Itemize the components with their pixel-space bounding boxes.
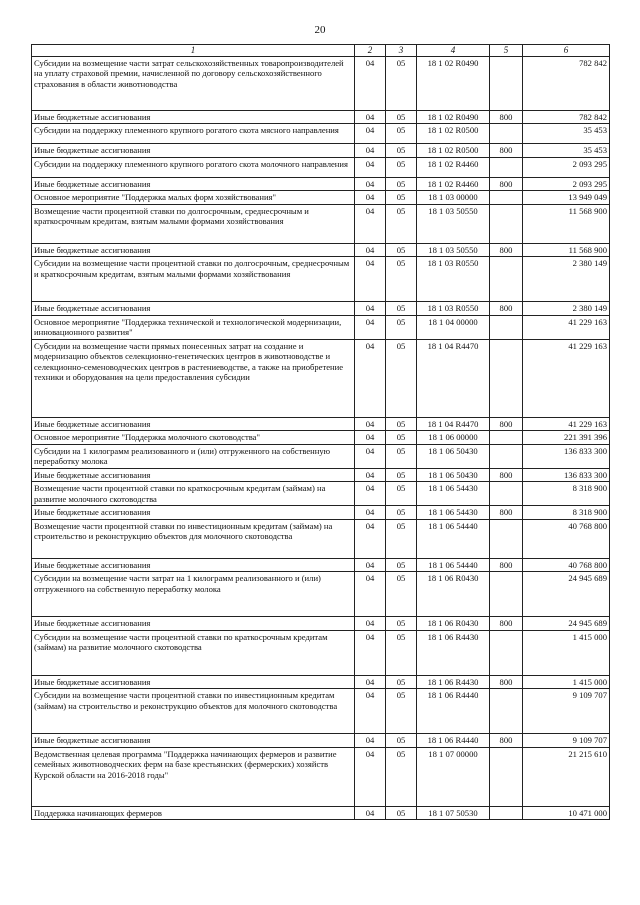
- section-cell: 04: [355, 734, 386, 747]
- amount-cell: 41 229 163: [523, 417, 610, 430]
- expense-type-cell: [490, 56, 523, 110]
- subsection-cell: 05: [386, 468, 417, 481]
- table-row: [32, 243, 610, 256]
- table-row: [32, 482, 610, 506]
- target-article-cell: 18 1 06 R0430: [417, 617, 490, 630]
- expense-type-cell: [490, 157, 523, 177]
- expense-type-cell: [490, 444, 523, 468]
- row-name-cell: Субсидии на 1 килограмм реализованного и (или) отгруженного на собственную переработку молока: [32, 444, 355, 468]
- section-cell: 04: [355, 572, 386, 617]
- section-cell: 04: [355, 675, 386, 688]
- row-name-cell: Субсидии на возмещение части процентной ставки по инвестиционным кредитам (займам) на строительство и реконструкцию объектов для молочного скотоводства: [32, 689, 355, 734]
- target-article-cell: 18 1 04 R4470: [417, 339, 490, 417]
- row-name-cell: Иные бюджетные ассигнования: [32, 302, 355, 315]
- table-header-row: [32, 45, 610, 57]
- row-name-cell: Субсидии на возмещение части прямых понесенных затрат на создание и модернизацию объектов селекционно-генетических центров в животноводстве и селекционно-семеноводческих центров в растениеводстве, а также на приобретение техники и оборудования на цели предоставления субсидии: [32, 339, 355, 417]
- expense-type-cell: 800: [490, 177, 523, 190]
- expense-type-cell: [490, 257, 523, 302]
- page-number: 20: [314, 24, 326, 36]
- table-row: [32, 444, 610, 468]
- target-article-cell: 18 1 02 R4460: [417, 157, 490, 177]
- row-name-cell: Иные бюджетные ассигнования: [32, 243, 355, 256]
- expense-type-cell: 800: [490, 468, 523, 481]
- amount-cell: 11 568 900: [523, 243, 610, 256]
- expense-type-cell: [490, 482, 523, 506]
- table-row: [32, 506, 610, 519]
- target-article-cell: 18 1 04 00000: [417, 315, 490, 339]
- column-header: 6: [523, 45, 610, 57]
- expense-type-cell: 800: [490, 558, 523, 571]
- table-row: [32, 617, 610, 630]
- amount-cell: 40 768 800: [523, 519, 610, 558]
- amount-cell: 41 229 163: [523, 315, 610, 339]
- subsection-cell: 05: [386, 519, 417, 558]
- row-name-cell: Иные бюджетные ассигнования: [32, 144, 355, 157]
- expense-type-cell: [490, 519, 523, 558]
- section-cell: 04: [355, 482, 386, 506]
- row-name-cell: Субсидии на возмещение части затрат на 1 килограмм реализованного и (или) отгруженного на собственную переработку молока: [32, 572, 355, 617]
- row-name-cell: Иные бюджетные ассигнования: [32, 675, 355, 688]
- amount-cell: 782 842: [523, 56, 610, 110]
- subsection-cell: 05: [386, 558, 417, 571]
- table-row: [32, 431, 610, 444]
- target-article-cell: 18 1 06 54440: [417, 558, 490, 571]
- row-name-cell: Иные бюджетные ассигнования: [32, 617, 355, 630]
- column-header: 4: [417, 45, 490, 57]
- section-cell: 04: [355, 204, 386, 243]
- target-article-cell: 18 1 02 R4460: [417, 177, 490, 190]
- section-cell: 04: [355, 191, 386, 204]
- target-article-cell: 18 1 06 R4430: [417, 630, 490, 675]
- subsection-cell: 05: [386, 431, 417, 444]
- budget-table: [31, 44, 610, 820]
- section-cell: 04: [355, 144, 386, 157]
- column-header: 2: [355, 45, 386, 57]
- subsection-cell: 05: [386, 315, 417, 339]
- amount-cell: 2 380 149: [523, 257, 610, 302]
- table-row: [32, 177, 610, 190]
- row-name-cell: Иные бюджетные ассигнования: [32, 506, 355, 519]
- subsection-cell: 05: [386, 243, 417, 256]
- section-cell: 04: [355, 417, 386, 430]
- target-article-cell: 18 1 03 00000: [417, 191, 490, 204]
- section-cell: 04: [355, 124, 386, 144]
- expense-type-cell: 800: [490, 302, 523, 315]
- row-name-cell: Основное мероприятие "Поддержка молочного скотоводства": [32, 431, 355, 444]
- target-article-cell: 18 1 06 54430: [417, 482, 490, 506]
- target-article-cell: 18 1 06 50430: [417, 444, 490, 468]
- expense-type-cell: [490, 431, 523, 444]
- section-cell: 04: [355, 444, 386, 468]
- amount-cell: 8 318 900: [523, 506, 610, 519]
- section-cell: 04: [355, 243, 386, 256]
- subsection-cell: 05: [386, 630, 417, 675]
- target-article-cell: 18 1 06 00000: [417, 431, 490, 444]
- table-row: [32, 468, 610, 481]
- subsection-cell: 05: [386, 417, 417, 430]
- section-cell: 04: [355, 558, 386, 571]
- target-article-cell: 18 1 06 R4430: [417, 675, 490, 688]
- expense-type-cell: [490, 124, 523, 144]
- amount-cell: 24 945 689: [523, 572, 610, 617]
- subsection-cell: 05: [386, 617, 417, 630]
- row-name-cell: Иные бюджетные ассигнования: [32, 417, 355, 430]
- section-cell: 04: [355, 315, 386, 339]
- section-cell: 04: [355, 56, 386, 110]
- section-cell: 04: [355, 177, 386, 190]
- table-row: [32, 689, 610, 734]
- row-name-cell: Иные бюджетные ассигнования: [32, 177, 355, 190]
- subsection-cell: 05: [386, 444, 417, 468]
- target-article-cell: 18 1 02 R0500: [417, 144, 490, 157]
- subsection-cell: 05: [386, 177, 417, 190]
- table-row: [32, 56, 610, 110]
- amount-cell: 41 229 163: [523, 339, 610, 417]
- subsection-cell: 05: [386, 675, 417, 688]
- subsection-cell: 05: [386, 124, 417, 144]
- subsection-cell: 05: [386, 806, 417, 819]
- table-row: [32, 191, 610, 204]
- table-row: [32, 302, 610, 315]
- row-name-cell: Иные бюджетные ассигнования: [32, 734, 355, 747]
- expense-type-cell: [490, 315, 523, 339]
- expense-type-cell: [490, 630, 523, 675]
- table-row: [32, 257, 610, 302]
- section-cell: 04: [355, 806, 386, 819]
- subsection-cell: 05: [386, 734, 417, 747]
- amount-cell: 9 109 707: [523, 689, 610, 734]
- target-article-cell: 18 1 06 R4440: [417, 689, 490, 734]
- section-cell: 04: [355, 339, 386, 417]
- subsection-cell: 05: [386, 302, 417, 315]
- target-article-cell: 18 1 04 R4470: [417, 417, 490, 430]
- section-cell: 04: [355, 468, 386, 481]
- section-cell: 04: [355, 519, 386, 558]
- target-article-cell: 18 1 07 50530: [417, 806, 490, 819]
- amount-cell: 13 949 049: [523, 191, 610, 204]
- target-article-cell: 18 1 03 R0550: [417, 302, 490, 315]
- subsection-cell: 05: [386, 689, 417, 734]
- expense-type-cell: [490, 806, 523, 819]
- row-name-cell: Возмещение части процентной ставки по инвестиционным кредитам (займам) на строительство и реконструкцию объектов для молочного скотоводства: [32, 519, 355, 558]
- expense-type-cell: [490, 572, 523, 617]
- row-name-cell: Поддержка начинающих фермеров: [32, 806, 355, 819]
- expense-type-cell: 800: [490, 734, 523, 747]
- table-row: [32, 144, 610, 157]
- amount-cell: 11 568 900: [523, 204, 610, 243]
- amount-cell: 35 453: [523, 124, 610, 144]
- amount-cell: 35 453: [523, 144, 610, 157]
- table-row: [32, 806, 610, 819]
- expense-type-cell: 800: [490, 506, 523, 519]
- table-row: [32, 734, 610, 747]
- row-name-cell: Ведомственная целевая программа "Поддержка начинающих фермеров и развитие семейных животноводческих ферм на базе крестьянских (фермерских) хозяйств Курской области на 2016-2018 годы": [32, 747, 355, 806]
- expense-type-cell: 800: [490, 675, 523, 688]
- row-name-cell: Субсидии на возмещение части процентной ставки по краткосрочным кредитам (займам) на развитие молочного скотоводства: [32, 630, 355, 675]
- row-name-cell: Возмещение части процентной ставки по краткосрочным кредитам (займам) на развитие молочного скотоводства: [32, 482, 355, 506]
- amount-cell: 40 768 800: [523, 558, 610, 571]
- subsection-cell: 05: [386, 747, 417, 806]
- row-name-cell: Иные бюджетные ассигнования: [32, 558, 355, 571]
- amount-cell: 221 391 396: [523, 431, 610, 444]
- table-row: [32, 675, 610, 688]
- amount-cell: 2 093 295: [523, 157, 610, 177]
- target-article-cell: 18 1 06 54440: [417, 519, 490, 558]
- section-cell: 04: [355, 630, 386, 675]
- section-cell: 04: [355, 302, 386, 315]
- target-article-cell: 18 1 03 50550: [417, 204, 490, 243]
- table-row: [32, 572, 610, 617]
- row-name-cell: Иные бюджетные ассигнования: [32, 468, 355, 481]
- target-article-cell: 18 1 02 R0490: [417, 56, 490, 110]
- expense-type-cell: 800: [490, 417, 523, 430]
- table-row: [32, 417, 610, 430]
- amount-cell: 24 945 689: [523, 617, 610, 630]
- amount-cell: 782 842: [523, 110, 610, 123]
- table-row: [32, 339, 610, 417]
- row-name-cell: Основное мероприятие "Поддержка технической и технологической модернизации, инновационного развития": [32, 315, 355, 339]
- target-article-cell: 18 1 07 00000: [417, 747, 490, 806]
- expense-type-cell: [490, 191, 523, 204]
- table-row: [32, 110, 610, 123]
- amount-cell: 9 109 707: [523, 734, 610, 747]
- target-article-cell: 18 1 02 R0500: [417, 124, 490, 144]
- subsection-cell: 05: [386, 339, 417, 417]
- row-name-cell: Основное мероприятие "Поддержка малых форм хозяйствования": [32, 191, 355, 204]
- table-row: [32, 315, 610, 339]
- subsection-cell: 05: [386, 506, 417, 519]
- table-row: [32, 630, 610, 675]
- table-body: [32, 56, 610, 819]
- expense-type-cell: 800: [490, 243, 523, 256]
- amount-cell: 1 415 000: [523, 630, 610, 675]
- target-article-cell: 18 1 06 R0430: [417, 572, 490, 617]
- table-row: [32, 747, 610, 806]
- target-article-cell: 18 1 06 50430: [417, 468, 490, 481]
- subsection-cell: 05: [386, 56, 417, 110]
- amount-cell: 10 471 000: [523, 806, 610, 819]
- expense-type-cell: [490, 339, 523, 417]
- amount-cell: 21 215 610: [523, 747, 610, 806]
- expense-type-cell: 800: [490, 144, 523, 157]
- row-name-cell: Субсидии на возмещение части процентной ставки по долгосрочным, среднесрочным и краткосрочным кредитам, взятым малыми формами хозяйствования: [32, 257, 355, 302]
- column-header: 5: [490, 45, 523, 57]
- table-row: [32, 157, 610, 177]
- section-cell: 04: [355, 506, 386, 519]
- table-row: [32, 519, 610, 558]
- target-article-cell: 18 1 02 R0490: [417, 110, 490, 123]
- column-header: 1: [32, 45, 355, 57]
- section-cell: 04: [355, 257, 386, 302]
- table-row: [32, 558, 610, 571]
- section-cell: 04: [355, 617, 386, 630]
- section-cell: 04: [355, 157, 386, 177]
- amount-cell: 1 415 000: [523, 675, 610, 688]
- subsection-cell: 05: [386, 572, 417, 617]
- subsection-cell: 05: [386, 204, 417, 243]
- subsection-cell: 05: [386, 257, 417, 302]
- subsection-cell: 05: [386, 157, 417, 177]
- section-cell: 04: [355, 431, 386, 444]
- amount-cell: 136 833 300: [523, 468, 610, 481]
- subsection-cell: 05: [386, 482, 417, 506]
- section-cell: 04: [355, 689, 386, 734]
- section-cell: 04: [355, 747, 386, 806]
- column-header: 3: [386, 45, 417, 57]
- subsection-cell: 05: [386, 191, 417, 204]
- target-article-cell: 18 1 06 54430: [417, 506, 490, 519]
- row-name-cell: Возмещение части процентной ставки по долгосрочным, среднесрочным и краткосрочным кредитам, взятым малыми формами хозяйствования: [32, 204, 355, 243]
- row-name-cell: Субсидии на поддержку племенного крупного рогатого скота молочного направления: [32, 157, 355, 177]
- target-article-cell: 18 1 03 R0550: [417, 257, 490, 302]
- expense-type-cell: 800: [490, 617, 523, 630]
- amount-cell: 2 380 149: [523, 302, 610, 315]
- expense-type-cell: [490, 689, 523, 734]
- section-cell: 04: [355, 110, 386, 123]
- amount-cell: 136 833 300: [523, 444, 610, 468]
- row-name-cell: Субсидии на поддержку племенного крупного рогатого скота мясного направления: [32, 124, 355, 144]
- expense-type-cell: [490, 204, 523, 243]
- subsection-cell: 05: [386, 144, 417, 157]
- amount-cell: 2 093 295: [523, 177, 610, 190]
- row-name-cell: Субсидии на возмещение части затрат сельскохозяйственных товаропроизводителей на уплату страховой премии, начисленной по договору сельскохозяйственного страхования в области животноводства: [32, 56, 355, 110]
- target-article-cell: 18 1 03 50550: [417, 243, 490, 256]
- subsection-cell: 05: [386, 110, 417, 123]
- row-name-cell: Иные бюджетные ассигнования: [32, 110, 355, 123]
- expense-type-cell: [490, 747, 523, 806]
- table-row: [32, 124, 610, 144]
- table-row: [32, 204, 610, 243]
- expense-type-cell: 800: [490, 110, 523, 123]
- target-article-cell: 18 1 06 R4440: [417, 734, 490, 747]
- amount-cell: 8 318 900: [523, 482, 610, 506]
